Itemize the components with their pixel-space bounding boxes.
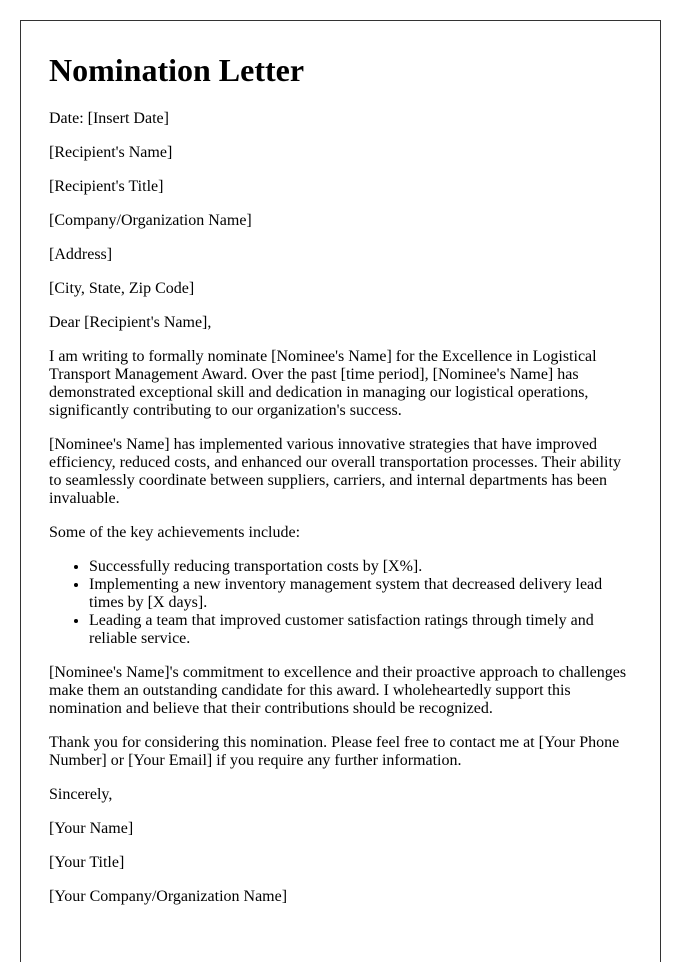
closing: Sincerely, <box>49 786 113 803</box>
achievement-item: • Implementing a new inventory management system that decreased delivery lead times by [X days]. <box>89 576 632 612</box>
recipient-organization: [Company/Organization Name] <box>49 212 252 229</box>
letter-container <box>20 20 661 962</box>
achievement-item: • Leading a team that improved customer satisfaction ratings through timely and reliable service. <box>89 612 632 648</box>
achievements-intro: Some of the key achievements include: <box>49 524 301 541</box>
sender-organization: [Your Company/Organization Name] <box>49 888 288 905</box>
body-paragraph-4: Thank you for considering this nomination. Please feel free to contact me at [Your Phone Number] or [Your Email] if you require any further information. <box>49 734 620 769</box>
achievement-item: • Successfully reducing transportation costs by [X%]. <box>89 558 632 576</box>
sender-title: [Your Title] <box>49 854 125 871</box>
sender-name: [Your Name] <box>49 820 134 837</box>
body-paragraph-1: I am writing to formally nominate [Nominee's Name] for the Excellence in Logistical Transport Management Award. Over the past [time period], [Nominee's Name] has demonstrated exceptional skill and dedication in managing our logistical operations, significantly contributing to our organization's success. <box>49 348 597 419</box>
recipient-city-state-zip: [City, State, Zip Code] <box>49 280 195 297</box>
recipient-title: [Recipient's Title] <box>49 178 164 195</box>
date-line: Date: [Insert Date] <box>49 110 169 127</box>
body-paragraph-3: [Nominee's Name]'s commitment to excellence and their proactive approach to challenges make them an outstanding candidate for this award. I wholeheartedly support this nomination and believe that their contributions should be recognized. <box>49 664 627 717</box>
recipient-address: [Address] <box>49 246 113 263</box>
recipient-name: [Recipient's Name] <box>49 144 173 161</box>
body-paragraph-2: [Nominee's Name] has implemented various innovative strategies that have improved efficiency, reduced costs, and enhanced our overall transportation processes. Their ability to seamlessly coordinate between suppliers, carriers, and internal departments has been invaluable. <box>49 436 621 507</box>
achievements-list <box>49 558 632 648</box>
page-title: Nomination Letter <box>49 52 305 88</box>
salutation: Dear [Recipient's Name], <box>49 314 212 331</box>
